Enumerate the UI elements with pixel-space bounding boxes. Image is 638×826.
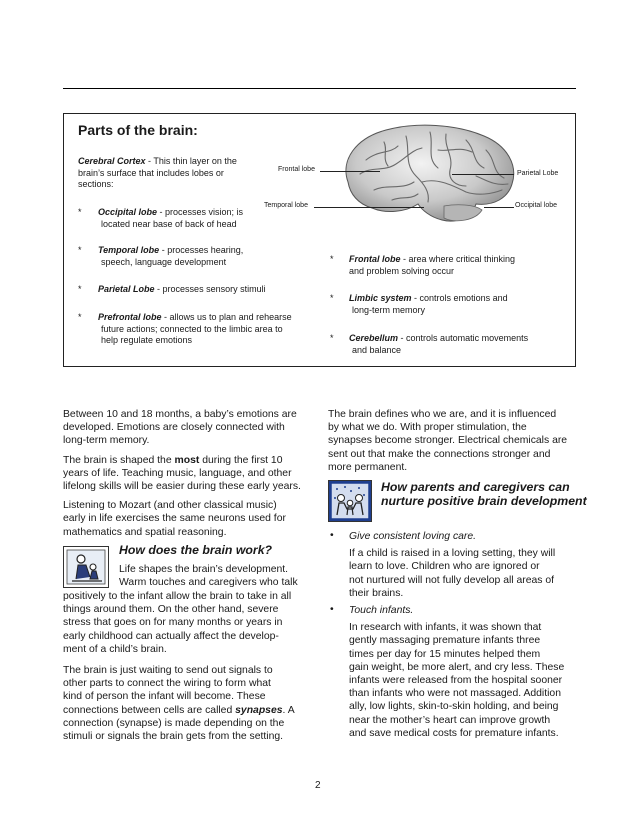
page-number: 2 <box>315 780 321 791</box>
star-bullet: * <box>330 333 334 343</box>
parietal-item: Parietal Lobe - processes sensory stimuli <box>98 284 266 294</box>
bullet-item-loving-care: Give consistent loving care. If a child is raised in a loving setting, they will learn to love. Children who are ignored or not nurtured will not fully develop all areas of their brains. <box>349 531 556 599</box>
leader-line <box>452 174 514 175</box>
paragraph: positively to the infant allow the brain to take in all things around them. On the other hand, severe stress that goes on for many months or years in early childhood can actually affect the develop- ment of a child’s brain. <box>63 591 292 655</box>
prefrontal-item: Prefrontal lobe - allows us to plan and rehearse future actions; connected to the limbic area to help regulate emotions <box>98 312 292 345</box>
parent-child-icon <box>63 546 109 588</box>
paragraph: The brain defines who we are, and it is influenced by what we do. With proper stimulation, the synapses become stronger. Electrical chemicals are sent out that make the connections stronger and more permanent. <box>328 409 568 473</box>
bullet-item-touch-infants: Touch infants. In research with infants, it was shown that gently massaging premature infants three times per day for 15 minutes helped them gain weight, be more alert, and cry less. These infants were released from the hospital sooner than infants who were not massaged. Addition ally, low lights, skin-to-skin holding, and being near the mother’s heart can improve growth and save medical costs for premature infants. <box>349 605 565 739</box>
bullet: • <box>330 530 334 541</box>
label-parietal-lobe: Parietal Lobe <box>517 170 559 177</box>
star-bullet: * <box>330 254 334 264</box>
star-bullet: * <box>78 207 82 217</box>
label-frontal-lobe: Frontal lobe <box>278 166 315 173</box>
indented-text: Life shapes the brain’s development. Warm touches and caregivers who talk <box>119 564 298 589</box>
top-rule <box>63 88 576 89</box>
how-brain-works-heading: How does the brain work? <box>119 543 273 557</box>
cortex-definition: Cerebral Cortex - This thin layer on the brain’s surface that includes lobes or sections: <box>78 156 237 189</box>
label-occipital-lobe: Occipital lobe <box>515 202 558 209</box>
left-column <box>63 408 318 545</box>
paragraph: The brain is just waiting to send out signals to other parts to connect the wiring to form what kind of person the infant will become. These connections between cells are called synapses. A connection (synapse) is made depending on the stimuli or signals the brain gets from the setting. <box>63 665 295 743</box>
cortex-term: Cerebral Cortex <box>78 156 146 166</box>
bullet: • <box>330 604 334 615</box>
temporal-item: Temporal lobe - processes hearing, speech, language development <box>98 245 244 267</box>
leader-line <box>314 207 424 208</box>
right-column <box>328 408 578 480</box>
leader-line <box>320 171 380 172</box>
star-bullet: * <box>78 245 82 255</box>
parents-holding-child-icon <box>328 480 372 522</box>
star-bullet: * <box>78 284 82 294</box>
star-bullet: * <box>330 293 334 303</box>
brain-parts-box <box>63 113 576 367</box>
paragraph: Between 10 and 18 months, a baby’s emotions are developed. Emotions are closely connected with long-term memory. <box>63 409 297 447</box>
limbic-item: Limbic system - controls emotions and long-term memory <box>349 293 508 315</box>
paragraph: Listening to Mozart (and other classical music) early in life exercises the same neurons used for mathematics and spatial reasoning. <box>63 500 286 538</box>
nurture-heading: How parents and caregivers can nurture positive brain development <box>381 480 587 508</box>
paragraph: The brain is shaped the most during the first 10 years of life. Teaching music, language, and other lifelong skills will be easier during these early years. <box>63 454 301 493</box>
occipital-item: Occipital lobe - processes vision; is located near base of back of head <box>98 207 244 229</box>
leader-line <box>484 207 514 208</box>
label-temporal-lobe: Temporal lobe <box>264 202 308 209</box>
frontal-item: Frontal lobe - area where critical thinking and problem solving occur <box>349 254 516 276</box>
left-column-lower <box>63 590 318 749</box>
box-title: Parts of the brain: <box>78 122 198 138</box>
cerebellum-item: Cerebellum - controls automatic movements and balance <box>349 333 529 355</box>
star-bullet: * <box>78 312 82 322</box>
